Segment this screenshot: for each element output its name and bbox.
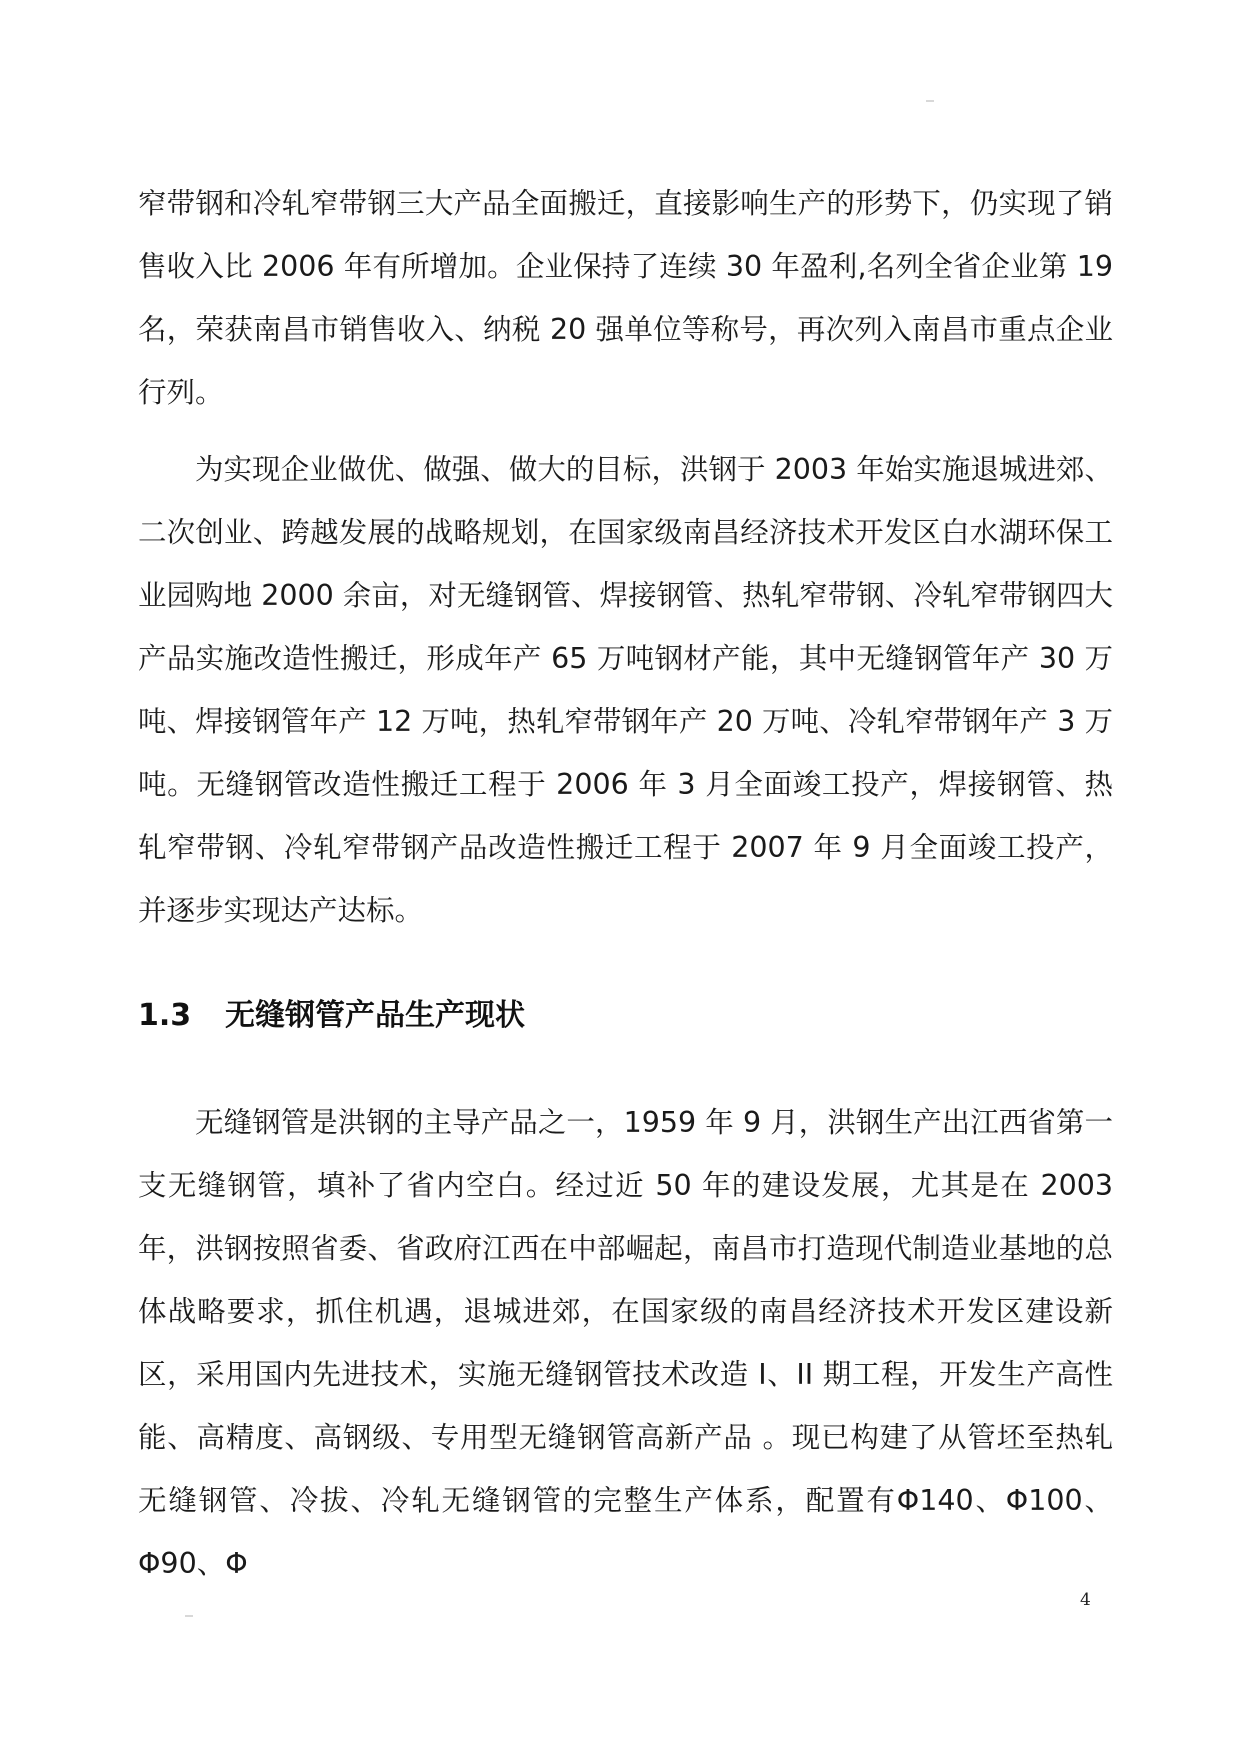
body-paragraph-3: 无缝钢管是洪钢的主导产品之一，1959 年 9 月，洪钢生产出江西省第一支无缝钢管，填补了省内空白。经过近 50 年的建设发展，尤其是在 2003 年，洪钢按照省委、省政府江西在中部崛起，南昌市打造现代制造业基地的总体战略要求，抓住机遇，退城进郊，在国家级的南昌经济技术开发区建设新区，采用国内先进技术，实施无缝钢管技术改造 I、II 期工程，开发生产高性能、高精度、高钢级、专用型无缝钢管高新产品 。现已构建了从管坯至热轧无缝钢管、冷拔、冷轧无缝钢管的完整生产体系，配置有Φ140、Φ100、Φ90、Φ [138,1106,1113,1580]
header-mark [926,100,934,102]
footer-mark [185,1615,193,1617]
body-paragraph-1: 窄带钢和冷轧窄带钢三大产品全面搬迁，直接影响生产的形势下，仍实现了销售收入比 2006 年有所增加。企业保持了连续 30 年盈利,名列全省企业第 19 名，荣获南昌市销售收入、纳税 20 强单位等称号，再次列入南昌市重点企业行列。 [138,187,1113,409]
section-heading [138,988,525,1044]
page-number: 4 [1080,1590,1091,1610]
section-number: 1.3 [138,998,192,1033]
body-paragraph-2: 为实现企业做优、做强、做大的目标，洪钢于 2003 年始实施退城进郊、二次创业、跨越发展的战略规划，在国家级南昌经济技术开发区白水湖环保工业园购地 2000 余亩，对无缝钢管、焊接钢管、热轧窄带钢、冷轧窄带钢四大产品实施改造性搬迁，形成年产 65 万吨钢材产能，其中无缝钢管年产 30 万吨、焊接钢管年产 12 万吨，热轧窄带钢年产 20 万吨、冷轧窄带钢年产 3 万吨。无缝钢管改造性搬迁工程于 2006 年 3 月全面竣工投产，焊接钢管、热轧窄带钢、冷轧窄带钢产品改造性搬迁工程于 2007 年 9 月全面竣工投产，并逐步实现达产达标。 [138,453,1113,927]
section-title: 无缝钢管产品生产现状 [225,998,525,1033]
